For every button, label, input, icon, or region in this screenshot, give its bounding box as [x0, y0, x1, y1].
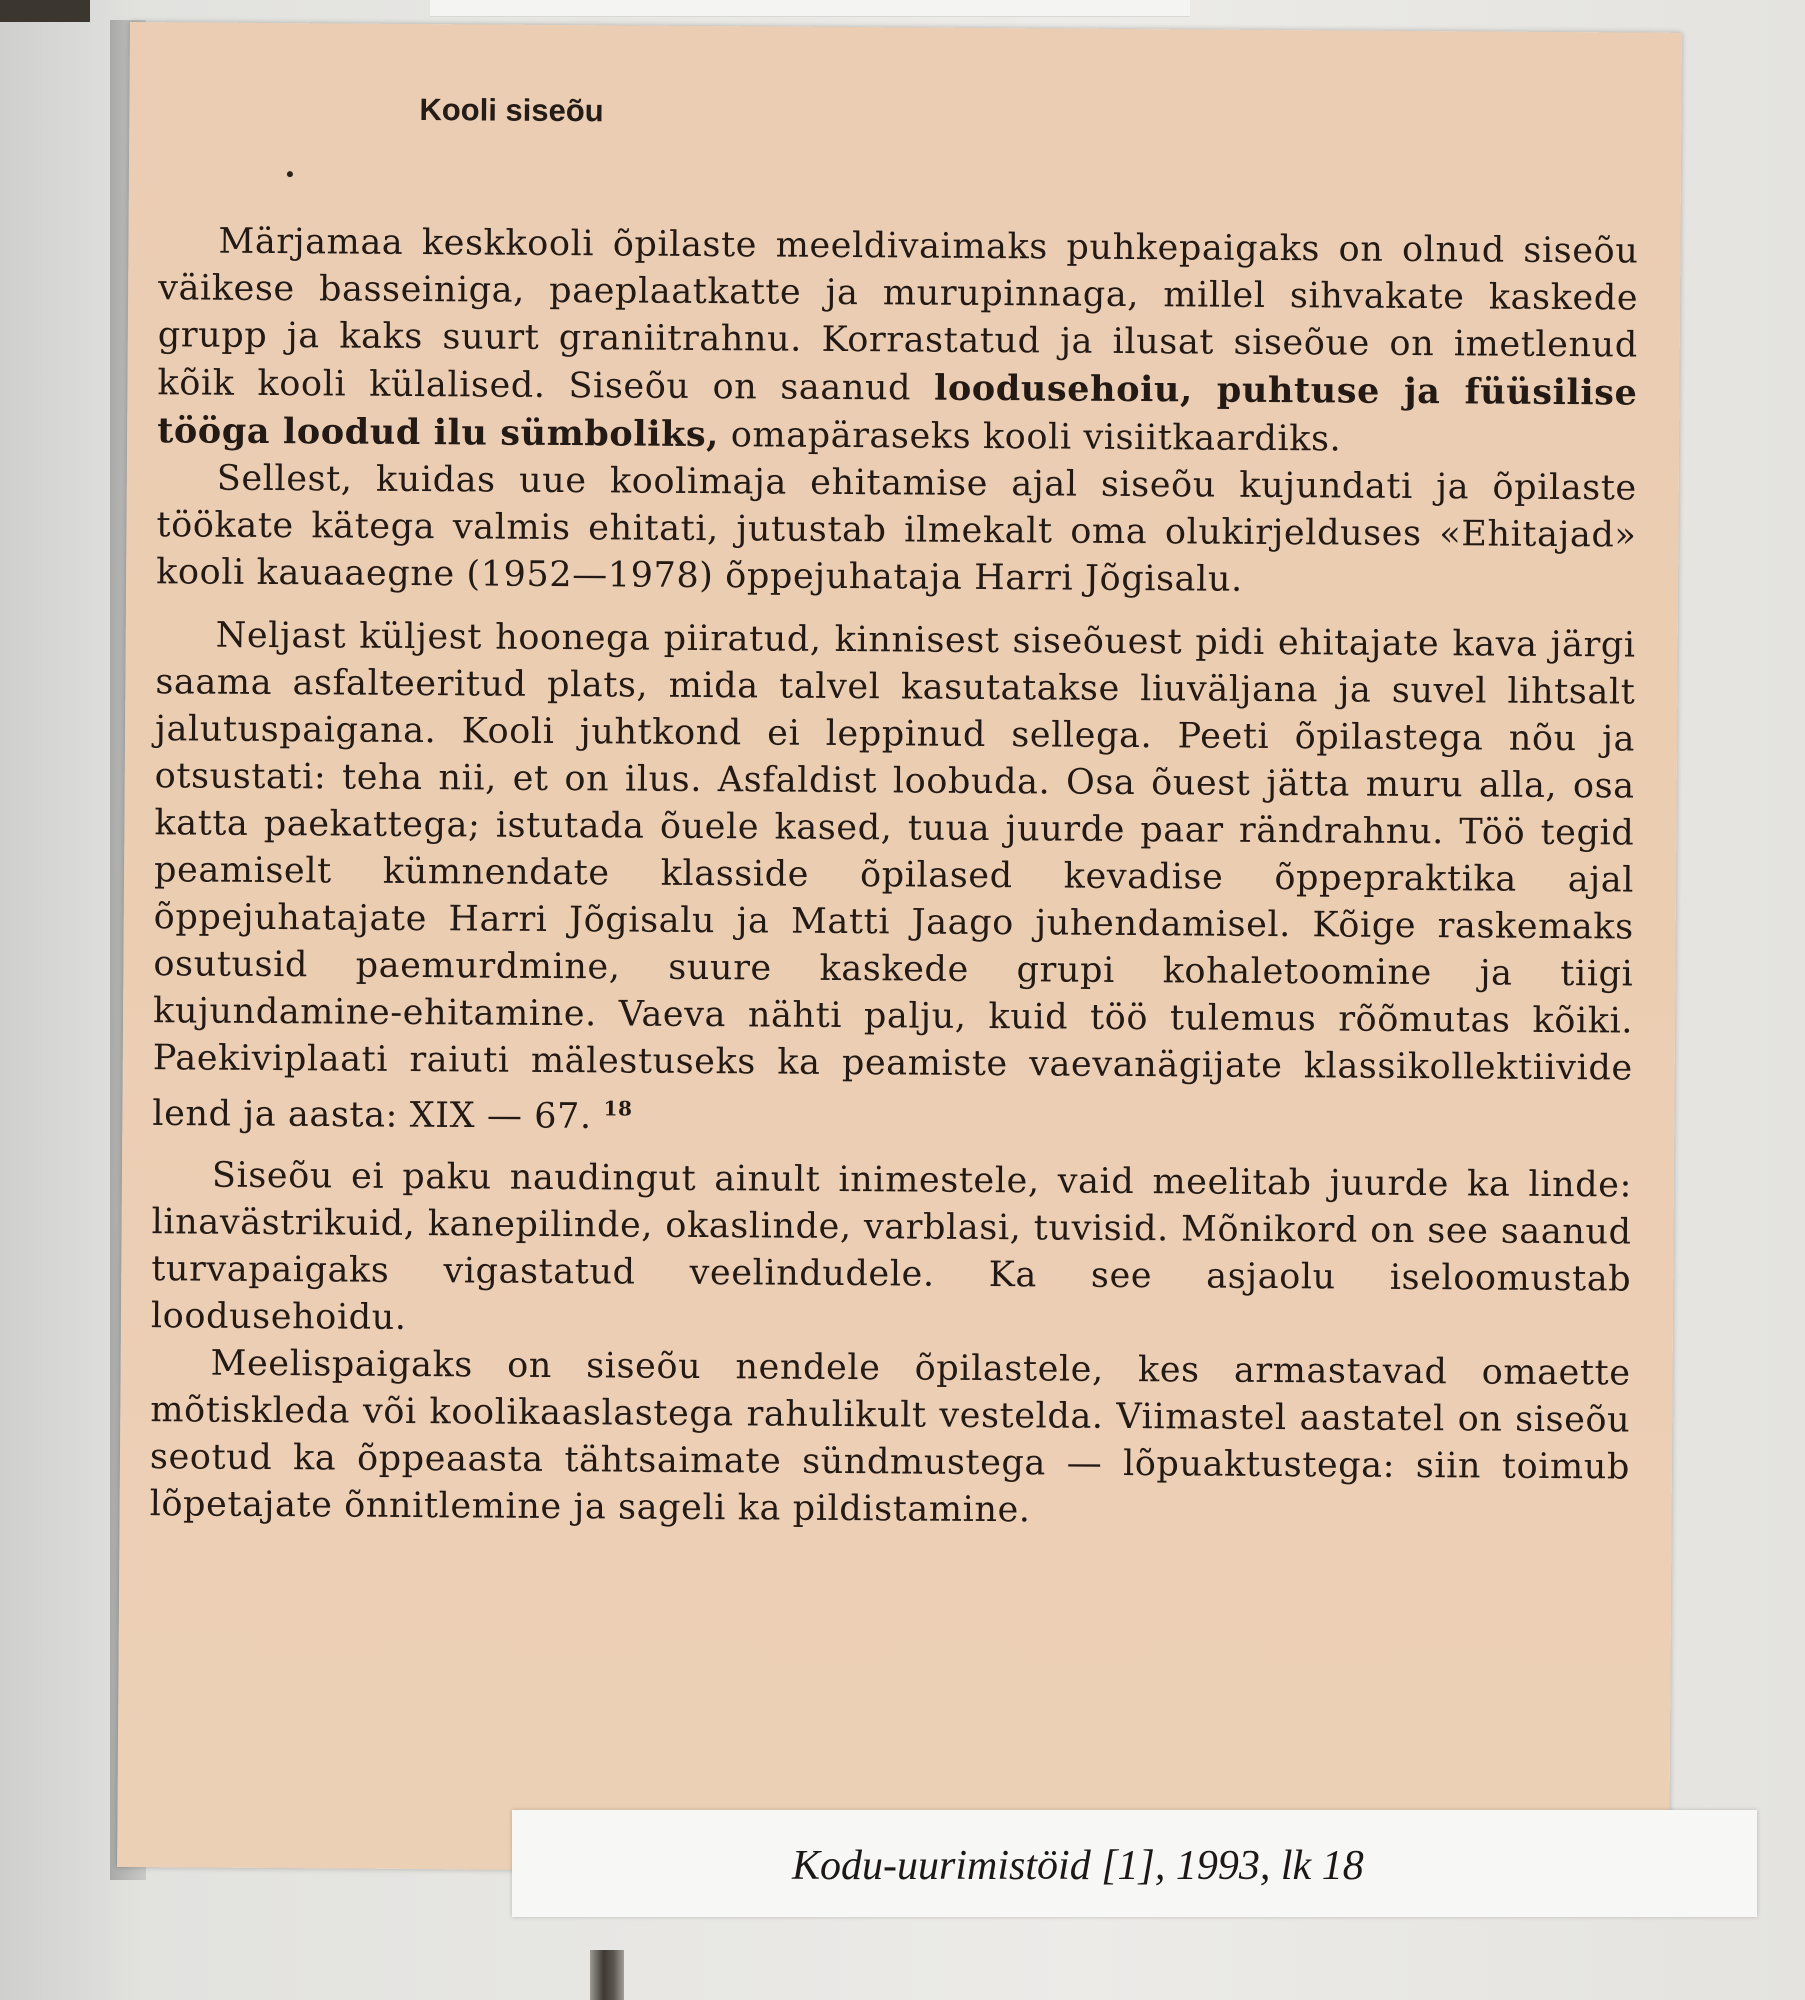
- background-corner-strip: [0, 0, 90, 22]
- newspaper-clipping: [117, 22, 1682, 1878]
- paragraph-1-ending: omapäraseks kooli visiitkaardiks.: [730, 415, 1342, 460]
- article-body: [149, 218, 1638, 1554]
- article-title: Kooli siseõu: [419, 92, 604, 129]
- article-paragraph-2: Sellest, kuidas uue koolimaja ehitamise ajal siseõu kujundati ja õpilaste töökate kätega valmis ehitati, jutustab ilmekalt oma olukirjelduses «Ehitajad» kooli kauaaegne (1952—1978) õppejuhataja Harri Jõgisalu.: [156, 458, 1637, 600]
- paragraph-1-text: Märjamaa keskkooli õpilaste meeldivaimaks puhkepaigaks on olnud siseõu väikese basseiniga, paeplaatkatte ja murupinnaga, millel sihvakate kaskede grupp ja kaks suurt graniitrahnu. Korrastatud ja ilusat siseõue on imetlenud kõik kooli külalised. Siseõu on saanud: [157, 221, 1639, 409]
- print-speck: [287, 171, 293, 177]
- article-paragraph-1: [157, 218, 1639, 465]
- footnote-marker: 18: [603, 1096, 633, 1121]
- background-top-card: [430, 0, 1190, 17]
- source-caption-card: [512, 1810, 1757, 1917]
- article-paragraph-4: Siseõu ei paku naudingut ainult inimestele, vaid meelitab juurde ka linde: linavästrikuid, kanepilinde, okaslinde, varblasi, tuvisid. Mõnikord on see saanud turvapaigaks vigastatud veelindudele. Ka see asjaolu iseloomustab loodusehoidu.: [150, 1155, 1633, 1338]
- article-paragraph-3: [152, 612, 1636, 1148]
- paragraph-1-bold-phrase: loodusehoiu, puhtuse ja füüsilise tööga loodud ilu sümboliks,: [157, 367, 1638, 456]
- article-paragraph-5: Meelispaigaks on siseõu nendele õpilastele, kes armastavad omaette mõtiskleda või koolikaaslastega rahulikult vestelda. Viimastel aastatel on siseõu seotud ka õppeaasta tähtsaimate sündmustega — lõpuaktustega: siin toimub lõpetajate õnnitlemine ja sageli ka pildistamine.: [149, 1343, 1631, 1530]
- source-caption-text: Kodu-uurimistöid [1], 1993, lk 18: [792, 1843, 1364, 1889]
- display-stand-post: [590, 1950, 624, 2000]
- paragraph-3-text: Neljast küljest hoonega piiratud, kinnisest siseõuest pidi ehitajate kava järgi saama asfalteeritud plats, mida talvel kasutatakse liuväljana ja suvel lihtsalt jalutuspaigana. Kooli juhtkond ei leppinud sellega. Peeti õpilastega nõu ja otsustati: teha nii, et on ilus. Asfaldist loobuda. Osa õuest jätta muru alla, osa katta paekattega; istutada õuele kased, tuua juurde paar rändrahnu. Töö tegid peamiselt kümnendate klasside õpilased kevadise õppepraktika ajal õppejuhatajate Harri Jõgisalu ja Matti Jaago juhendamisel. Kõige raskemaks osutusid paemurdmine, suure kaskede grupi kohaletoomine ja tiigi kujundamine-ehitamine. Vaeva nähti palju, kuid töö tulemus rõõmutas kõiki. Paekiviplaati raiuti mälestuseks ka peamiste vaevanägijate klassikollektiivide lend ja aasta: XIX — 67.: [152, 615, 1636, 1137]
